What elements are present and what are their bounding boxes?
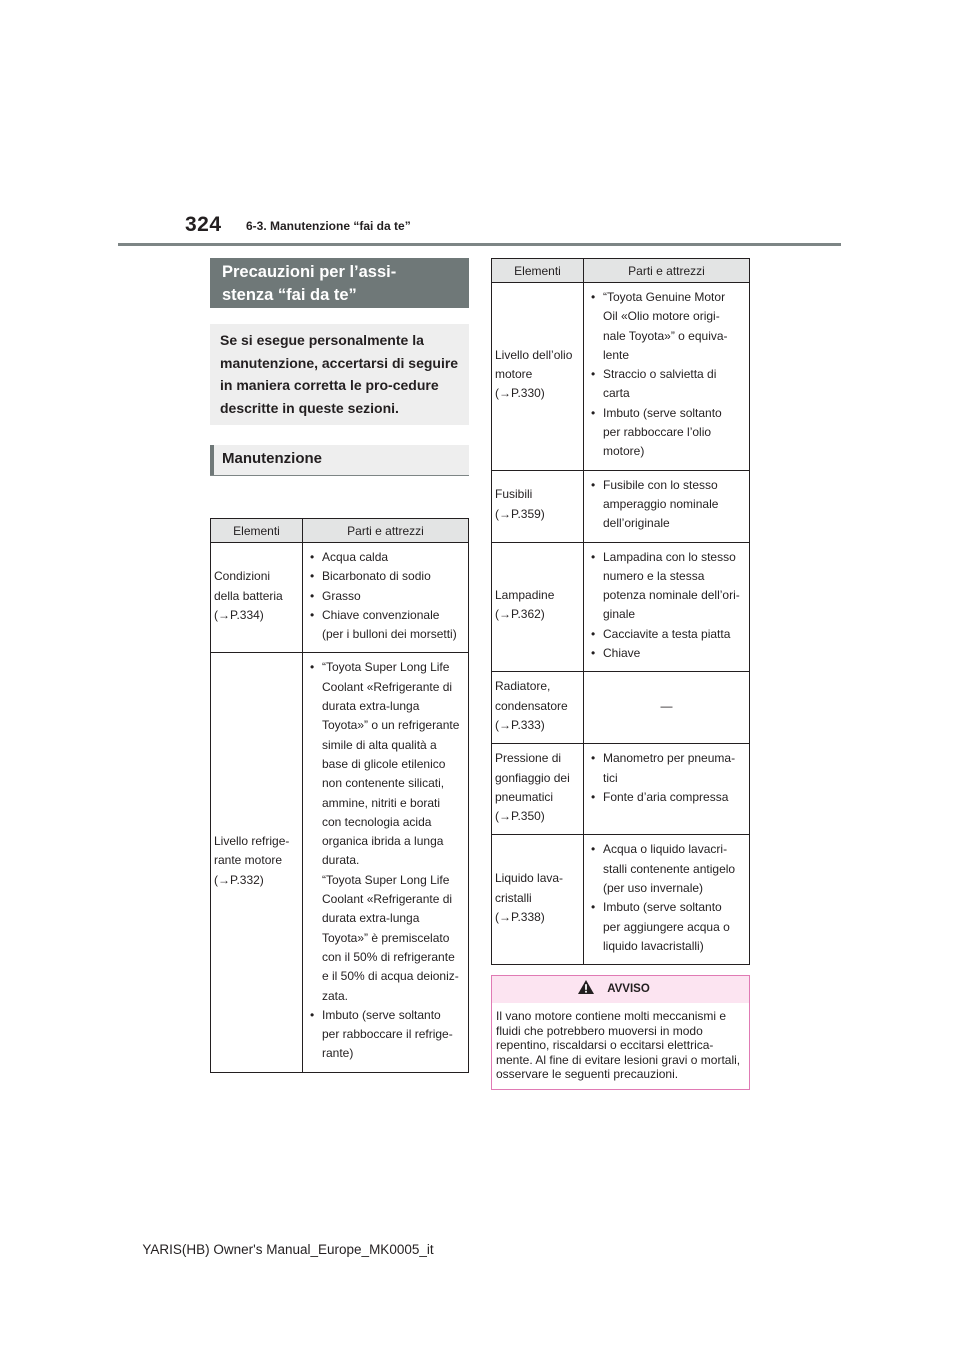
bullet-item: • Manometro per pneuma-: [587, 749, 746, 768]
bullet-item: • Straccio o salvietta di: [587, 365, 746, 384]
element-line: Pressione di: [495, 751, 562, 766]
empty-dash: —: [660, 698, 673, 713]
warning-text: Il vano motore contiene molti meccanismi e fluidi che potrebbero muoversi in modo repentino, riscaldarsi o eccitarsi elettrica-mente. Al fine di evitare lesioni gravi o mortali, osservare le seguenti precauzioni.: [496, 1009, 741, 1082]
bullet-item: • Grasso: [306, 587, 465, 606]
header-parti: Parti e attrezzi: [584, 259, 750, 283]
bullet-continuation: dell’originale: [603, 516, 670, 531]
warning-triangle-icon: [577, 979, 595, 995]
bullet-continuation: numero e la stessa: [603, 568, 705, 583]
bullet-item: • Bicarbonato di sodio: [306, 567, 465, 586]
bullet-continuation: durata.: [322, 853, 360, 868]
header-elementi: Elementi: [211, 519, 303, 543]
element-line: (→P.333): [495, 717, 545, 732]
element-line: Fusibili: [495, 487, 533, 502]
element-line: (→P.359): [495, 506, 545, 521]
table-row: [492, 835, 750, 965]
bullet-continuation: stalli contenente antigelo: [603, 861, 736, 876]
bullet-item: • Fusibile con lo stesso: [587, 476, 746, 495]
bullet-item: • Imbuto (serve soltanto: [306, 1006, 465, 1025]
parts-cell: [303, 653, 469, 1072]
footer: [0, 1242, 960, 1257]
bullet-continuation: con tecnologia acida: [322, 814, 432, 829]
bullet-continuation: Oil «Olio motore origi-: [603, 309, 720, 324]
bullet-continuation: non contenente silicati,: [322, 776, 445, 791]
element-line: gonfiaggio dei: [495, 770, 570, 785]
table-row: [492, 283, 750, 471]
bullet-continuation: Coolant «Refrigerante di: [322, 679, 453, 694]
bullet-continuation: zata.: [322, 988, 349, 1003]
bullet-continuation: “Toyota Super Long Life: [322, 872, 450, 887]
element-cell: [211, 543, 303, 653]
parts-cell: [584, 672, 750, 744]
table-header-row: [492, 259, 750, 283]
maintenance-table-left: [210, 518, 469, 1073]
element-line: Radiatore,: [495, 679, 551, 694]
bullet-item: • Imbuto (serve soltanto: [587, 898, 746, 917]
bullet-item: • Fonte d’aria compressa: [587, 788, 746, 807]
element-line: (→P.334): [214, 607, 264, 622]
bullet-item: • Chiave: [587, 644, 746, 663]
element-line: condensatore: [495, 698, 568, 713]
bullet-continuation: con il 50% di refrigerante: [322, 949, 455, 964]
table-row: [211, 543, 469, 653]
bullet-continuation: e il 50% di acqua deioniz-: [322, 969, 459, 984]
parts-cell: [584, 542, 750, 672]
table-row: [492, 672, 750, 744]
header-parti: Parti e attrezzi: [303, 519, 469, 543]
bullet-item: • Imbuto (serve soltanto: [587, 404, 746, 423]
element-cell: [492, 672, 584, 744]
element-line: rante motore: [214, 853, 283, 868]
element-cell: [211, 653, 303, 1072]
bullet-continuation: Toyota»” o un refrigerante: [322, 718, 460, 733]
element-cell: [492, 283, 584, 471]
bullet-continuation: base di glicole etilenico: [322, 756, 446, 771]
parts-cell: [303, 543, 469, 653]
element-line: (→P.332): [214, 872, 264, 887]
table-row: [211, 653, 469, 1072]
table-row: [492, 542, 750, 672]
parts-cell: [584, 744, 750, 835]
maintenance-table-right: [491, 258, 750, 965]
heading-bar: [210, 445, 214, 475]
parts-cell: [584, 835, 750, 965]
warning-box: [491, 975, 750, 1090]
header-elementi: Elementi: [492, 259, 584, 283]
bullet-continuation: Toyota»” è premiscelato: [322, 930, 450, 945]
bullet-continuation: organica ibrida a lunga: [322, 834, 444, 849]
right-column: [491, 258, 750, 1090]
warning-title: AVVISO: [607, 983, 650, 996]
bullet-continuation: Coolant «Refrigerante di: [322, 892, 453, 907]
element-line: Lampadine: [495, 588, 555, 603]
bullet-continuation: liquido lavacristalli): [603, 938, 704, 953]
table-row: [492, 470, 750, 542]
page-number: 324: [185, 213, 222, 236]
bullet-continuation: amperaggio nominale: [603, 496, 719, 511]
element-cell: [492, 542, 584, 672]
bullet-continuation: nale Toyota»” o equiva-: [603, 328, 728, 343]
element-line: pneumatici: [495, 789, 554, 804]
parts-cell: [584, 470, 750, 542]
bullet-item: • Acqua o liquido lavacri-: [587, 840, 746, 859]
bullet-continuation: per rabboccare l’olio: [603, 425, 712, 440]
bullet-continuation: rante): [322, 1046, 354, 1061]
element-line: Liquido lava-: [495, 871, 564, 886]
element-cell: [492, 744, 584, 835]
parts-cell: [584, 283, 750, 471]
bullet-continuation: (per i bulloni dei morsetti): [322, 627, 457, 642]
bullet-continuation: motore): [603, 444, 645, 459]
element-line: Condizioni: [214, 569, 271, 584]
bullet-item: • “Toyota Super Long Life: [306, 658, 465, 677]
element-line: (→P.338): [495, 909, 545, 924]
bullet-item: • Lampadina con lo stesso: [587, 548, 746, 567]
element-line: cristalli: [495, 890, 532, 905]
table-row: [492, 744, 750, 835]
element-line: Livello dell’olio: [495, 347, 573, 362]
element-line: (→P.330): [495, 386, 545, 401]
bullet-continuation: (per uso invernale): [603, 881, 704, 896]
bullet-continuation: tici: [603, 770, 618, 785]
precautions-title: Precauzioni per l’assi- stenza “fai da te”: [210, 258, 469, 308]
element-line: motore: [495, 367, 533, 382]
bullet-continuation: lente: [603, 347, 630, 362]
bullet-item: • Cacciavite a testa piatta: [587, 625, 746, 644]
maintenance-heading-label: Manutenzione: [222, 450, 322, 467]
bullet-continuation: durata extra-lunga: [322, 911, 420, 926]
element-line: (→P.350): [495, 809, 545, 824]
intro-text: Se si esegue personalmente la manutenzione, accertarsi di seguire in maniera corretta le pro-cedure descritte in queste sezioni.: [210, 324, 469, 425]
bullet-continuation: ammine, nitriti e borati: [322, 795, 441, 810]
bullet-continuation: simile di alta qualità a: [322, 737, 437, 752]
header-rule: [118, 243, 841, 246]
bullet-continuation: ginale: [603, 607, 636, 622]
element-line: Livello refrige-: [214, 834, 290, 849]
element-cell: [492, 835, 584, 965]
bullet-continuation: per rabboccare il refrige-: [322, 1027, 453, 1042]
footer-text: YARIS(HB) Owner's Manual_Europe_MK0005_it: [142, 1242, 434, 1257]
left-column: [210, 258, 469, 1073]
bullet-continuation: carta: [603, 386, 630, 401]
bullet-continuation: per aggiungere acqua o: [603, 919, 730, 934]
bullet-continuation: durata extra-lunga: [322, 699, 420, 714]
section-title: 6-3. Manutenzione “fai da te”: [246, 219, 411, 233]
bullet-item: • “Toyota Genuine Motor: [587, 288, 746, 307]
bullet-item: • Chiave convenzionale: [306, 606, 465, 625]
element-line: della batteria: [214, 588, 283, 603]
table-header-row: [211, 519, 469, 543]
element-line: (→P.362): [495, 607, 545, 622]
bullet-item: • Acqua calda: [306, 548, 465, 567]
warning-header: [492, 976, 749, 1003]
maintenance-heading: [210, 445, 469, 476]
element-cell: [492, 470, 584, 542]
bullet-continuation: potenza nominale dell’ori-: [603, 588, 740, 603]
